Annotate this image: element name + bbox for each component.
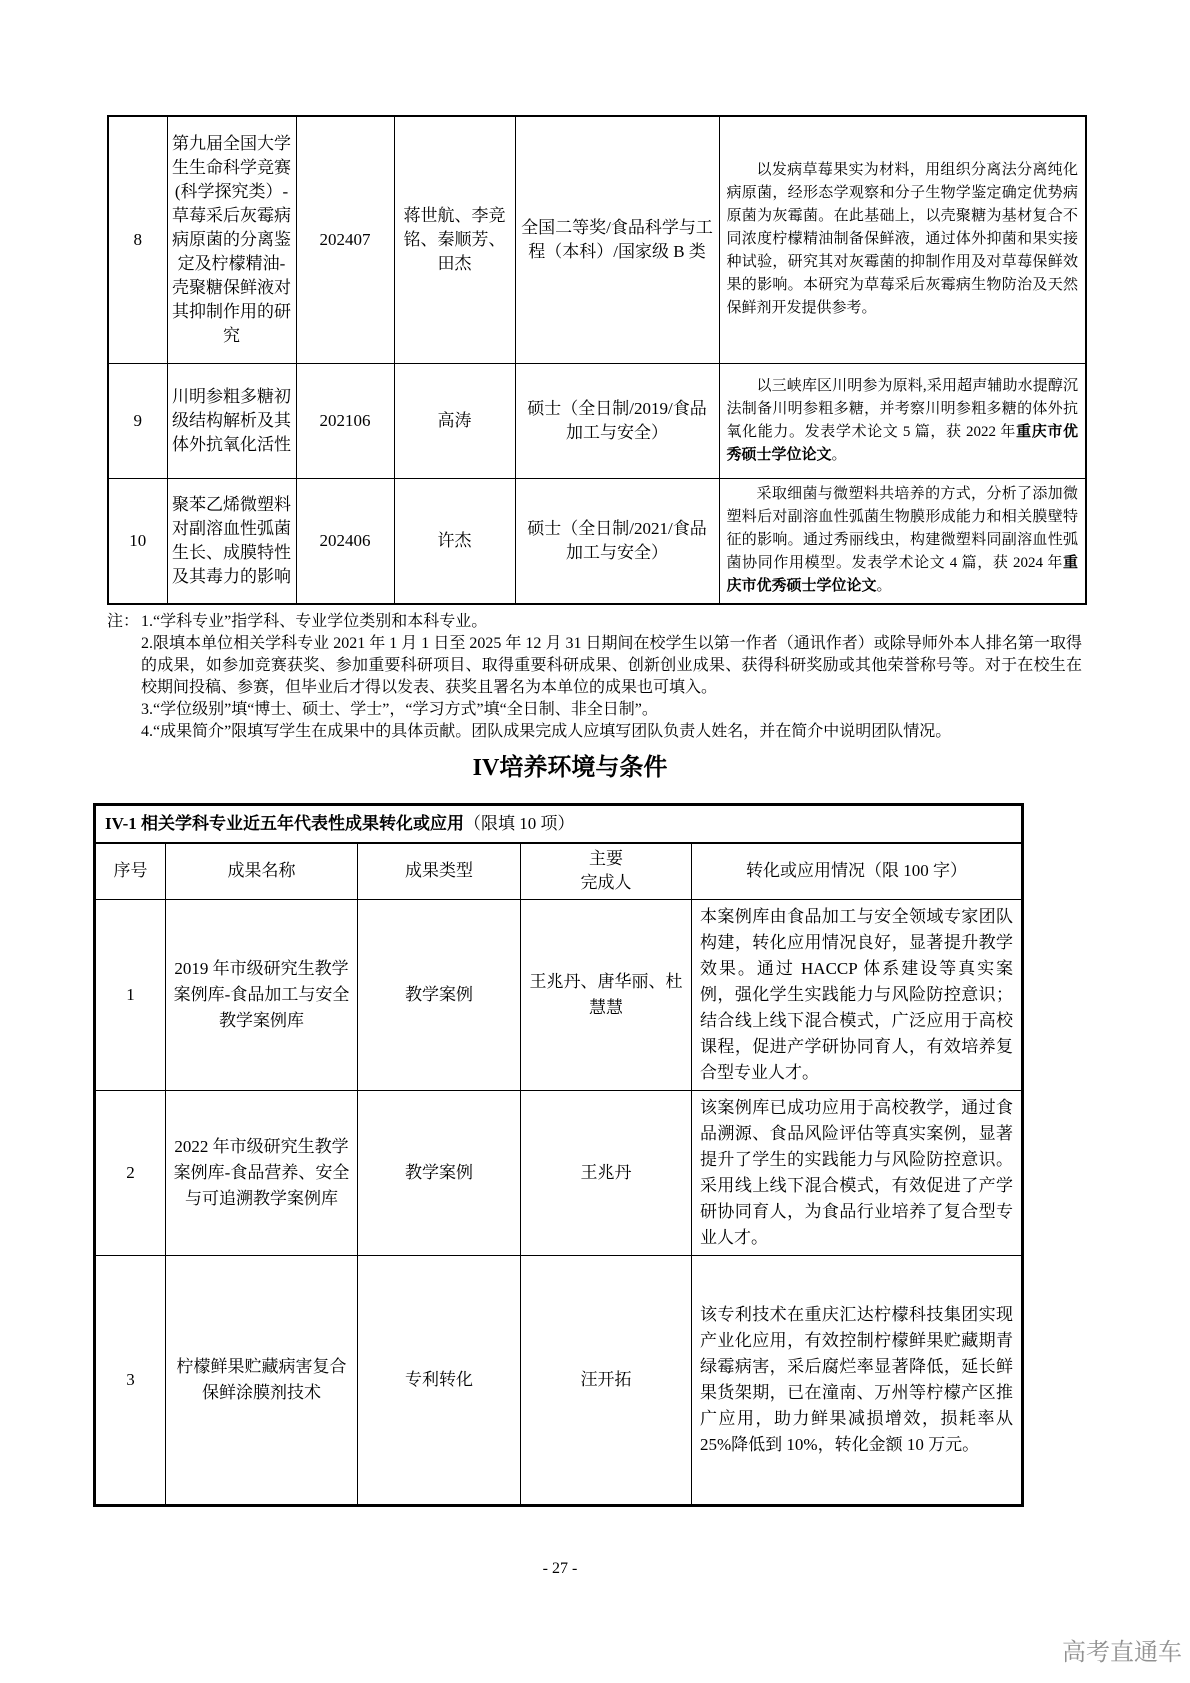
header-result-name: 成果名称 [166,843,358,900]
cell-result-type: 教学案例 [358,1091,521,1256]
footnote-item: 1.“学科专业”指学科、专业学位类别和本科专业。 [141,613,488,630]
cell-application-status: 该案例库已成功应用于高校教学，通过食品溯源、食品风险评估等真实案例，显著提升了学生的实践能力与风险防控意识。采用线上线下混合模式，有效促进了产学研协同育人，为食品行业培养了复合型专业人才。 [692,1091,1023,1256]
cell-main-completers: 王兆丹 [521,1091,692,1256]
cell-result-name: 2019 年市级研究生教学案例库-食品加工与安全教学案例库 [166,900,358,1091]
cell-result-name: 柠檬鲜果贮藏病害复合保鲜涂膜剂技术 [166,1256,358,1506]
table-title-cell [95,805,1023,843]
footnotes-label: 注： [107,613,140,630]
cell-student-id: 202106 [296,363,394,478]
cell-application-status: 该专利技术在重庆汇达柠檬科技集团实现产业化应用，有效控制柠檬鲜果贮藏期青绿霉病害，采后腐烂率显著降低，延长鲜果货架期，已在潼南、万州等柠檬产区推广应用，助力鲜果减损增效，损耗率从 25%降低到 10%，转化金额 10 万元。 [692,1256,1023,1506]
section-heading: IV培养环境与条件 [472,755,668,781]
cell-seq-no: 2 [95,1091,166,1256]
cell-achievement-name: 川明参粗多糖初级结构解析及其体外抗氧化活性 [167,363,296,478]
cell-achievement-name: 聚苯乙烯微塑料对副溶血性弧菌生长、成膜特性及其毒力的影响 [167,478,296,604]
cell-result-name: 2022 年市级研究生教学案例库-食品营养、安全与可追溯教学案例库 [166,1091,358,1256]
header-application-status: 转化或应用情况（限 100 字） [692,843,1023,900]
intro-text: 以三峡库区川明参为原料,采用超声辅助水提醇沉法制备川明参粗多糖，并考察川明参粗多糖的体外抗氧化能力。发表学术论文 5 篇，获 2022 年 [726,377,1078,440]
cell-achievement-intro [719,116,1086,363]
table-row [108,116,1086,363]
page-number: - 27 - [542,1560,578,1577]
intro-text: 以发病草莓果实为材料，用组织分离法分离纯化病原菌，经形态学观察和分子生物学鉴定确定优势病原菌为灰霉菌。在此基础上，以壳聚糖为基材复合不同浓度柠檬精油制备保鲜液，通过体外抑菌和果实接种试验，研究其对灰霉菌的抑制作用及对草莓保鲜效果的影响。本研究为草莓采后灰霉病生物防治及天然保鲜剂开发提供参考。 [726,162,1078,317]
cell-seq-no: 3 [95,1256,166,1506]
intro-paragraph [727,375,1079,467]
table-title-row [95,805,1023,843]
cell-completers: 蒋世航、李竞铭、秦顺芳、田杰 [394,116,515,363]
watermark-text: 高考直通车 [1062,1639,1182,1666]
table-row [95,1256,1023,1506]
table-header-row [95,843,1023,900]
cell-completers: 高涛 [394,363,515,478]
header-seq-no: 序号 [95,843,166,900]
cell-award-category: 硕士（全日制/2021/食品加工与安全） [515,478,719,604]
student-achievements-table [107,115,1087,605]
cell-seq-no: 10 [108,478,167,604]
footnote-item: 2.限填本单位相关学科专业 2021 年 1 月 1 日至 2025 年 12 月 31 日期间在校学生以第一作者（通讯作者）或除导师外本人排名第一取得的成果，如参加竞赛获奖、参加重要科研项目、取得重要科研成果、创新创业成果、获得科研奖励或其他荣誉称号等。对于在校生在校期间投稿、参赛，但毕业后才得以发表、获奖且署名为本单位的成果也可填入。 [141,635,1082,696]
intro-text: 采取细菌与微塑料共培养的方式，分析了添加微塑料后对副溶血性弧菌生物膜形成能力和相关膜壁特征的影响。通过秀丽线虫，构建微塑料同副溶血性弧菌协同作用模型。发表学术论文 4 篇，获 2024 年 [726,486,1078,572]
intro-bold-text: 重庆市优秀硕士学位论文 [726,423,1078,463]
header-main-completers-line2: 完成人 [580,873,632,893]
table-row [108,363,1086,478]
cell-achievement-intro [719,478,1086,604]
footnote-item: 3.“学位级别”填“博士、硕士、学士”，“学习方式”填“全日制、非全日制”。 [141,701,658,718]
header-result-type: 成果类型 [358,843,521,900]
iv1-results-application-table [93,803,1024,1507]
table-row [108,478,1086,604]
cell-result-type: 专利转化 [358,1256,521,1506]
table-title-suffix: （限填 10 项） [464,813,575,833]
footnotes [107,611,1082,743]
cell-result-type: 教学案例 [358,900,521,1091]
footnotes-list [141,611,1082,743]
cell-student-id: 202406 [296,478,394,604]
intro-paragraph [727,483,1079,598]
cell-seq-no: 1 [95,900,166,1091]
cell-seq-no: 8 [108,116,167,363]
intro-tail-text: 。 [831,446,847,463]
table-row [95,1091,1023,1256]
intro-tail-text: 。 [876,578,892,595]
cell-student-id: 202407 [296,116,394,363]
cell-application-status: 本案例库由食品加工与安全领域专家团队构建，转化应用情况良好，显著提升教学效果。通过 HACCP 体系建设等真实案例，强化学生实践能力与风险防控意识；结合线上线下混合模式，广泛应用于高校课程，促进产学研协同育人，有效培养复合型专业人才。 [692,900,1023,1091]
header-main-completers-line1: 主要 [589,849,623,869]
cell-main-completers: 王兆丹、唐华丽、杜慧慧 [521,900,692,1091]
cell-completers: 许杰 [394,478,515,604]
cell-main-completers: 汪开拓 [521,1256,692,1506]
footnote-item: 4.“成果简介”限填写学生在成果中的具体贡献。团队成果完成人应填写团队负责人姓名，并在简介中说明团队情况。 [141,723,952,740]
header-main-completers [521,843,692,900]
intro-paragraph [727,159,1079,320]
cell-award-category: 全国二等奖/食品科学与工程（本科）/国家级 B 类 [515,116,719,363]
cell-achievement-name: 第九届全国大学生生命科学竞赛(科学探究类）-草莓采后灰霉病病原菌的分离鉴定及柠檬精油-壳聚糖保鲜液对其抑制作用的研究 [167,116,296,363]
table-row [95,900,1023,1091]
intro-bold-text: 重庆市优秀硕士学位论文 [726,555,1078,595]
cell-achievement-intro [719,363,1086,478]
cell-seq-no: 9 [108,363,167,478]
table-title-bold: IV-1 相关学科专业近五年代表性成果转化或应用 [105,813,465,833]
cell-award-category: 硕士（全日制/2019/食品加工与安全） [515,363,719,478]
